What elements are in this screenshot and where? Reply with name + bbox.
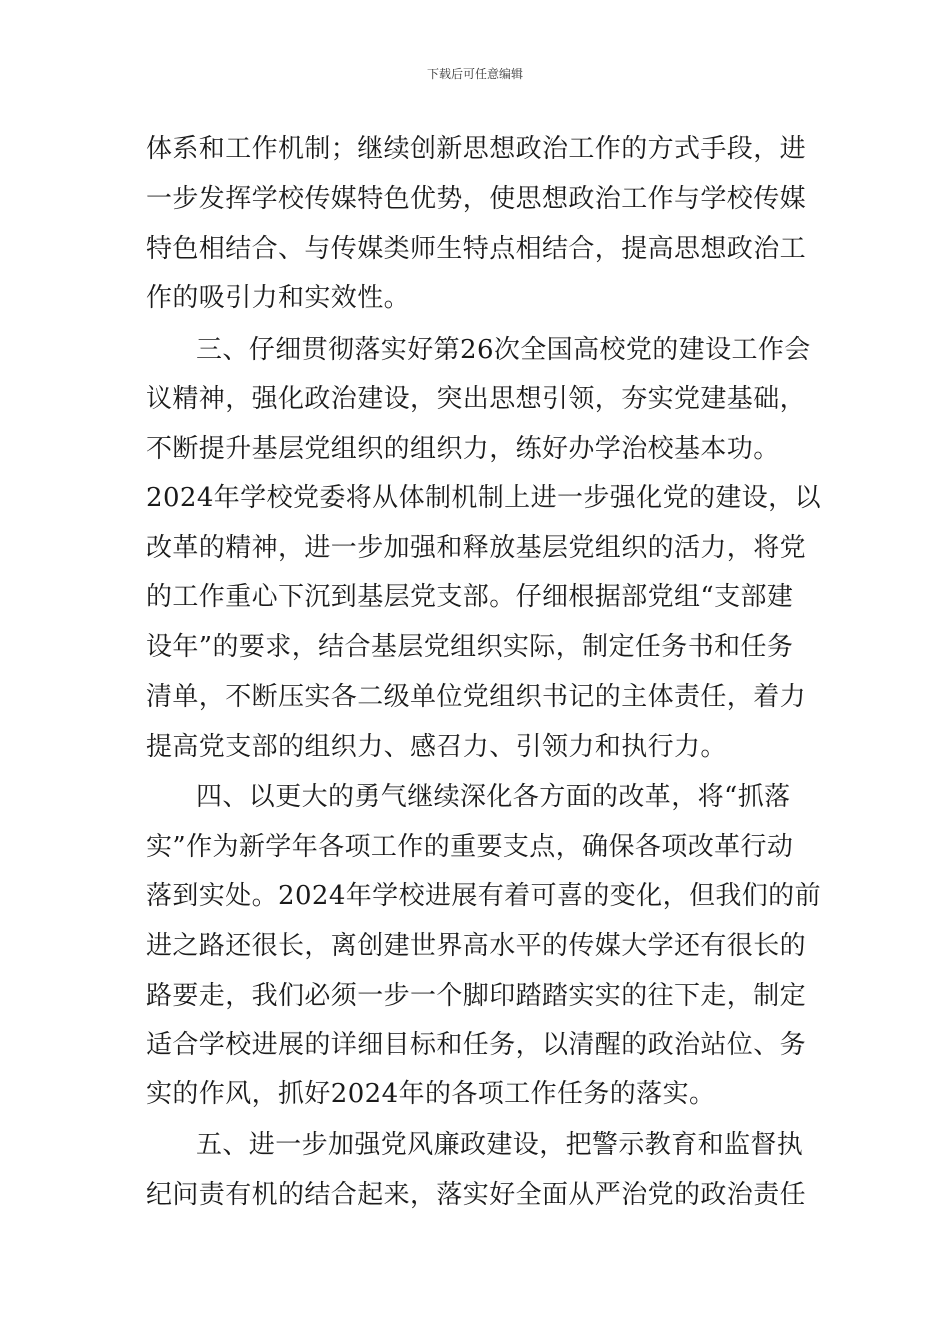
paragraph-start-line: 五、进一步加强党风廉政建设，把警示教育和监督执 [196,1130,804,1160]
text-line: 议精神，强化政治建设，突出思想引领，夯实党建基础， [146,384,807,414]
text-line: 一步发挥学校传媒特色优势，使思想政治工作与学校传媒 [146,184,807,214]
paragraph-start-line: 三、仔细贯彻落实好第26次全国高校党的建设工作会 [196,335,811,365]
text-line: 落到实处。2024年学校进展有着可喜的变化，但我们的前 [146,881,821,911]
text-line: 不断提升基层党组织的组织力，练好办学治校基本功。 [146,434,780,464]
text-line: 设年”的要求，结合基层党组织实际，制定任务书和任务 [146,632,794,662]
text-line: 的工作重心下沉到基层党支部。仔细根据部党组“支部建 [146,582,794,612]
text-line: 清单，不断压实各二级单位党组织书记的主体责任，着力 [146,682,807,712]
page-header: 下载后可任意编辑 [426,67,523,81]
text-line: 改革的精神，进一步加强和释放基层党组织的活力，将党 [146,533,807,563]
text-line: 适合学校进展的详细目标和任务，以清醒的政治站位、务 [146,1030,807,1060]
text-line: 体系和工作机制；继续创新思想政治工作的方式手段，进 [146,134,807,164]
text-line: 路要走，我们必须一步一个脚印踏踏实实的往下走，制定 [146,981,807,1011]
text-line: 纪问责有机的结合起来，落实好全面从严治党的政治责任 [146,1180,807,1210]
text-line: 实”作为新学年各项工作的重要支点，确保各项改革行动 [146,832,794,862]
text-line: 作的吸引力和实效性。 [146,283,411,313]
text-line: 提高党支部的组织力、感召力、引领力和执行力。 [146,732,727,762]
text-line: 实的作风，抓好2024年的各项工作任务的落实。 [146,1079,716,1109]
text-line: 2024年学校党委将从体制机制上进一步强化党的建设，以 [146,483,821,513]
paragraph-start-line: 四、以更大的勇气继续深化各方面的改革，将“抓落 [196,782,791,812]
text-line: 特色相结合、与传媒类师生特点相结合，提高思想政治工 [146,234,807,264]
text-line: 进之路还很长，离创建世界高水平的传媒大学还有很长的 [146,931,807,961]
